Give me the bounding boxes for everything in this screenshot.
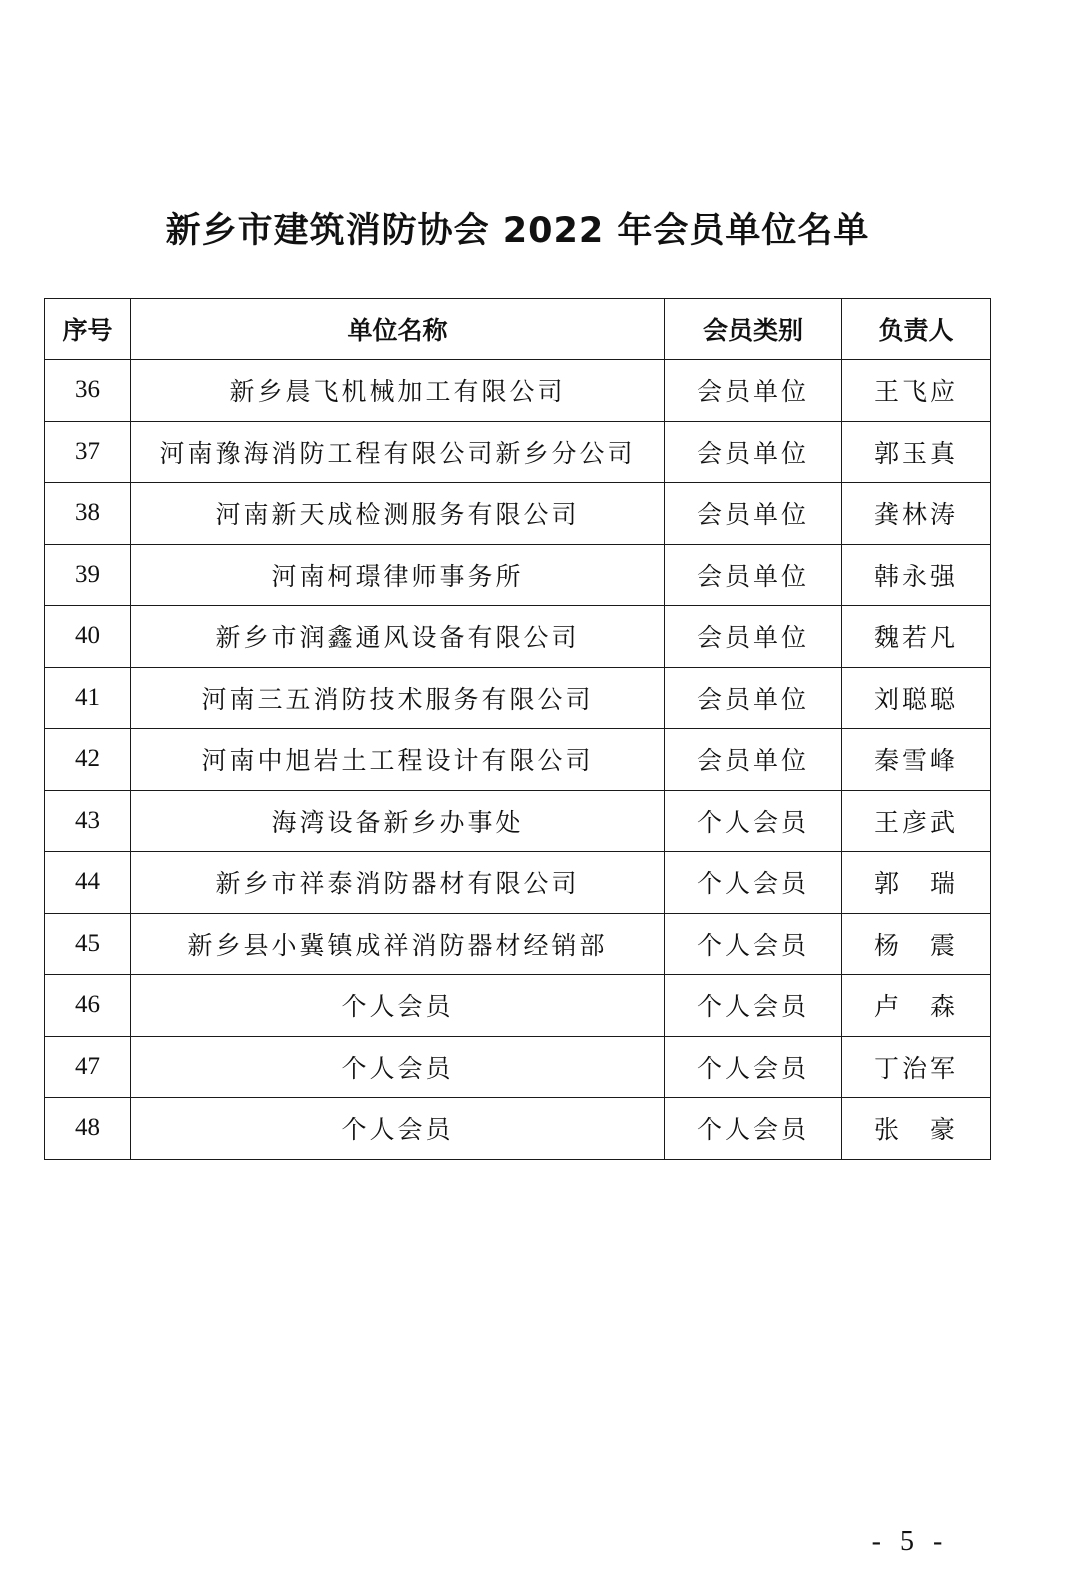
cell-seq: 45 (45, 913, 131, 975)
page-number: - 5 - (871, 1526, 949, 1557)
table-row (45, 1098, 991, 1160)
table-row (45, 729, 991, 791)
table-row (45, 606, 991, 668)
header-member-category: 会员类别 (665, 299, 842, 360)
table-row (45, 913, 991, 975)
cell-seq: 38 (45, 483, 131, 545)
cell-unit-name: 新乡市祥泰消防器材有限公司 (131, 852, 665, 914)
cell-seq: 43 (45, 790, 131, 852)
cell-unit-name: 新乡晨飞机械加工有限公司 (131, 360, 665, 422)
table-row (45, 421, 991, 483)
cell-person-in-charge: 王彦武 (842, 790, 991, 852)
cell-member-category: 会员单位 (665, 729, 842, 791)
cell-member-category: 个人会员 (665, 1036, 842, 1098)
cell-unit-name: 个人会员 (131, 1098, 665, 1160)
header-unit-name: 单位名称 (131, 299, 665, 360)
cell-unit-name: 河南柯璟律师事务所 (131, 544, 665, 606)
cell-seq: 47 (45, 1036, 131, 1098)
cell-unit-name: 河南三五消防技术服务有限公司 (131, 667, 665, 729)
cell-unit-name: 河南中旭岩土工程设计有限公司 (131, 729, 665, 791)
cell-person-in-charge: 龚林涛 (842, 483, 991, 545)
cell-person-in-charge: 魏若凡 (842, 606, 991, 668)
cell-unit-name: 个人会员 (131, 975, 665, 1037)
cell-seq: 48 (45, 1098, 131, 1160)
header-seq: 序号 (45, 299, 131, 360)
cell-person-in-charge: 刘聪聪 (842, 667, 991, 729)
cell-seq: 40 (45, 606, 131, 668)
cell-person-in-charge: 王飞应 (842, 360, 991, 422)
table-row (45, 667, 991, 729)
cell-unit-name: 河南新天成检测服务有限公司 (131, 483, 665, 545)
member-table (44, 298, 991, 1160)
cell-seq: 36 (45, 360, 131, 422)
header-person-in-charge: 负责人 (842, 299, 991, 360)
cell-person-in-charge: 郭 瑞 (842, 852, 991, 914)
table-row (45, 790, 991, 852)
cell-person-in-charge: 张 豪 (842, 1098, 991, 1160)
cell-person-in-charge: 韩永强 (842, 544, 991, 606)
cell-unit-name: 河南豫海消防工程有限公司新乡分公司 (131, 421, 665, 483)
table-row (45, 360, 991, 422)
cell-person-in-charge: 秦雪峰 (842, 729, 991, 791)
cell-seq: 44 (45, 852, 131, 914)
page-title: 新乡市建筑消防协会 2022 年会员单位名单 (165, 211, 870, 252)
table-row (45, 483, 991, 545)
cell-member-category: 个人会员 (665, 975, 842, 1037)
table-row (45, 975, 991, 1037)
cell-member-category: 个人会员 (665, 913, 842, 975)
cell-member-category: 个人会员 (665, 1098, 842, 1160)
cell-member-category: 会员单位 (665, 360, 842, 422)
table-row (45, 544, 991, 606)
cell-seq: 37 (45, 421, 131, 483)
cell-seq: 39 (45, 544, 131, 606)
cell-member-category: 会员单位 (665, 667, 842, 729)
cell-unit-name: 个人会员 (131, 1036, 665, 1098)
cell-unit-name: 新乡市润鑫通风设备有限公司 (131, 606, 665, 668)
cell-member-category: 个人会员 (665, 790, 842, 852)
table-row (45, 1036, 991, 1098)
cell-unit-name: 海湾设备新乡办事处 (131, 790, 665, 852)
table-row (45, 852, 991, 914)
cell-seq: 46 (45, 975, 131, 1037)
cell-member-category: 会员单位 (665, 544, 842, 606)
cell-member-category: 个人会员 (665, 852, 842, 914)
cell-person-in-charge: 卢 森 (842, 975, 991, 1037)
cell-member-category: 会员单位 (665, 421, 842, 483)
cell-person-in-charge: 杨 震 (842, 913, 991, 975)
table-header-row (45, 299, 991, 360)
cell-person-in-charge: 丁治军 (842, 1036, 991, 1098)
cell-member-category: 会员单位 (665, 606, 842, 668)
cell-seq: 42 (45, 729, 131, 791)
cell-seq: 41 (45, 667, 131, 729)
cell-member-category: 会员单位 (665, 483, 842, 545)
cell-unit-name: 新乡县小冀镇成祥消防器材经销部 (131, 913, 665, 975)
cell-person-in-charge: 郭玉真 (842, 421, 991, 483)
